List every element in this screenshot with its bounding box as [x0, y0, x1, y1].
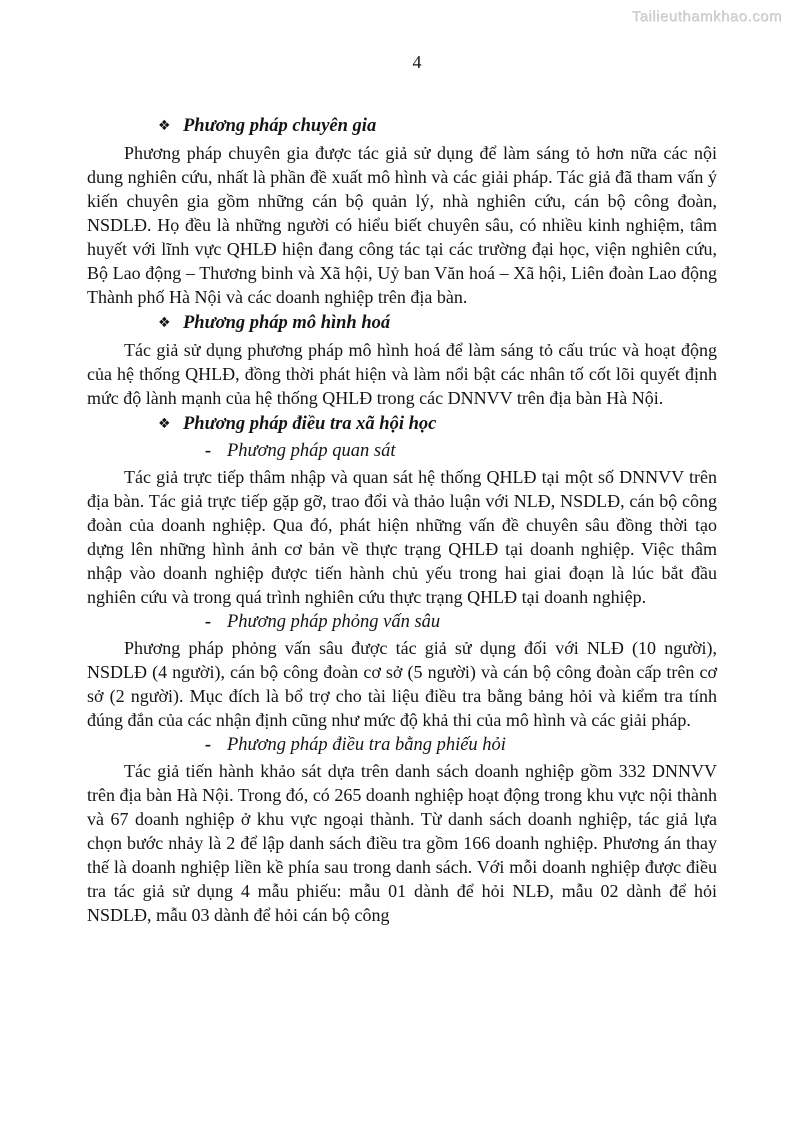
section-heading-expert-method: [87, 114, 717, 139]
subsection-heading-observation-method: [87, 439, 717, 464]
page-number: 4: [412, 52, 422, 72]
section-heading-label: Phương pháp chuyên gia: [183, 116, 377, 136]
paragraph: Tác giả sử dụng phương pháp mô hình hoá để làm sáng tỏ cấu trúc và hoạt động của hệ thống QHLĐ, đồng thời phát hiện và làm nổi bật các nhân tố cốt lõi quyết định mức độ lành mạnh của hệ thống QHLĐ trong các DNNVV trên địa bàn Hà Nội.: [87, 340, 717, 408]
dash-bullet-icon: -: [205, 441, 212, 461]
section-heading-modeling-method: [87, 311, 717, 336]
subsection-heading-label: Phương pháp phỏng vấn sâu: [227, 612, 441, 632]
subsection-heading-label: Phương pháp điều tra bằng phiếu hỏi: [227, 735, 506, 755]
subsection-heading-label: Phương pháp quan sát: [227, 441, 396, 461]
paragraph: Phương pháp phỏng vấn sâu được tác giả sử dụng đối với NLĐ (10 người), NSDLĐ (4 người), cán bộ công đoàn cơ sở (5 người) và cán bộ công đoàn cấp trên cơ sở (2 người). Mục đích là bổ trợ cho tài liệu điều tra bằng bảng hỏi và kiểm tra tính đúng đắn của các nhận định cũng như mức độ khả thi của mô hình và các giải pháp.: [87, 638, 717, 730]
section-heading-sociological-survey-method: [87, 412, 717, 437]
dash-bullet-icon: -: [205, 612, 212, 632]
dash-bullet-icon: -: [205, 735, 212, 755]
diamond-bullet-icon: ❖: [158, 118, 171, 134]
diamond-bullet-icon: ❖: [158, 416, 171, 432]
paragraph: Tác giả trực tiếp thâm nhập và quan sát hệ thống QHLĐ tại một số DNNVV trên địa bàn. Tác giả trực tiếp gặp gỡ, trao đổi và thảo luận với NLĐ, NSDLĐ, cán bộ công đoàn của doanh nghiệp. Qua đó, phát hiện những vấn đề chuyên sâu đồng thời tạo dựng lên những hình ảnh cơ bản về thực trạng QHLĐ tại doanh nghiệp. Việc thâm nhập vào doanh nghiệp được tiến hành chủ yếu trong hai giai đoạn là lúc bắt đầu nghiên cứu và trong quá trình nghiên cứu thực trạng QHLĐ tại doanh nghiệp.: [87, 467, 717, 607]
paragraph: Tác giả tiến hành khảo sát dựa trên danh sách doanh nghiệp gồm 332 DNNVV trên địa bàn Hà Nội. Trong đó, có 265 doanh nghiệp hoạt động trong khu vực nội thành và 67 doanh nghiệp ở khu vực ngoại thành. Từ danh sách doanh nghiệp, tác giả lựa chọn bước nhảy là 2 để lập danh sách điều tra gồm 166 doanh nghiệp. Phương án thay thế là doanh nghiệp liền kề phía sau trong danh sách. Với mỗi doanh nghiệp được điều tra tác giả sử dụng 4 mẫu phiếu: mẫu 01 dành để hỏi NLĐ, mẫu 02 dành để hỏi NSDLĐ, mẫu 03 dành để hỏi cán bộ công: [87, 761, 717, 925]
document-body: [87, 112, 717, 927]
section-heading-label: Phương pháp mô hình hoá: [183, 313, 391, 333]
subsection-heading-questionnaire-method: [87, 733, 717, 758]
watermark: Tailieuthamkhao.com: [631, 8, 782, 25]
section-heading-label: Phương pháp điều tra xã hội học: [183, 414, 437, 434]
subsection-heading-depth-interview-method: [87, 610, 717, 635]
diamond-bullet-icon: ❖: [158, 315, 171, 331]
paragraph: Phương pháp chuyên gia được tác giả sử dụng để làm sáng tỏ hơn nữa các nội dung nghiên cứu, nhất là phần đề xuất mô hình và các giải pháp. Tác giả đã tham vấn ý kiến chuyên gia gồm những cán bộ quản lý, nhà nghiên cứu, cán bộ công đoàn, NSDLĐ. Họ đều là những người có hiểu biết chuyên sâu, có nhiều kinh nghiệm, tâm huyết với lĩnh vực QHLĐ hiện đang công tác tại các trường đại học, viện nghiên cứu, Bộ Lao động – Thương binh và Xã hội, Uỷ ban Văn hoá – Xã hội, Liên đoàn Lao động Thành phố Hà Nội và các doanh nghiệp trên địa bàn.: [87, 143, 717, 307]
